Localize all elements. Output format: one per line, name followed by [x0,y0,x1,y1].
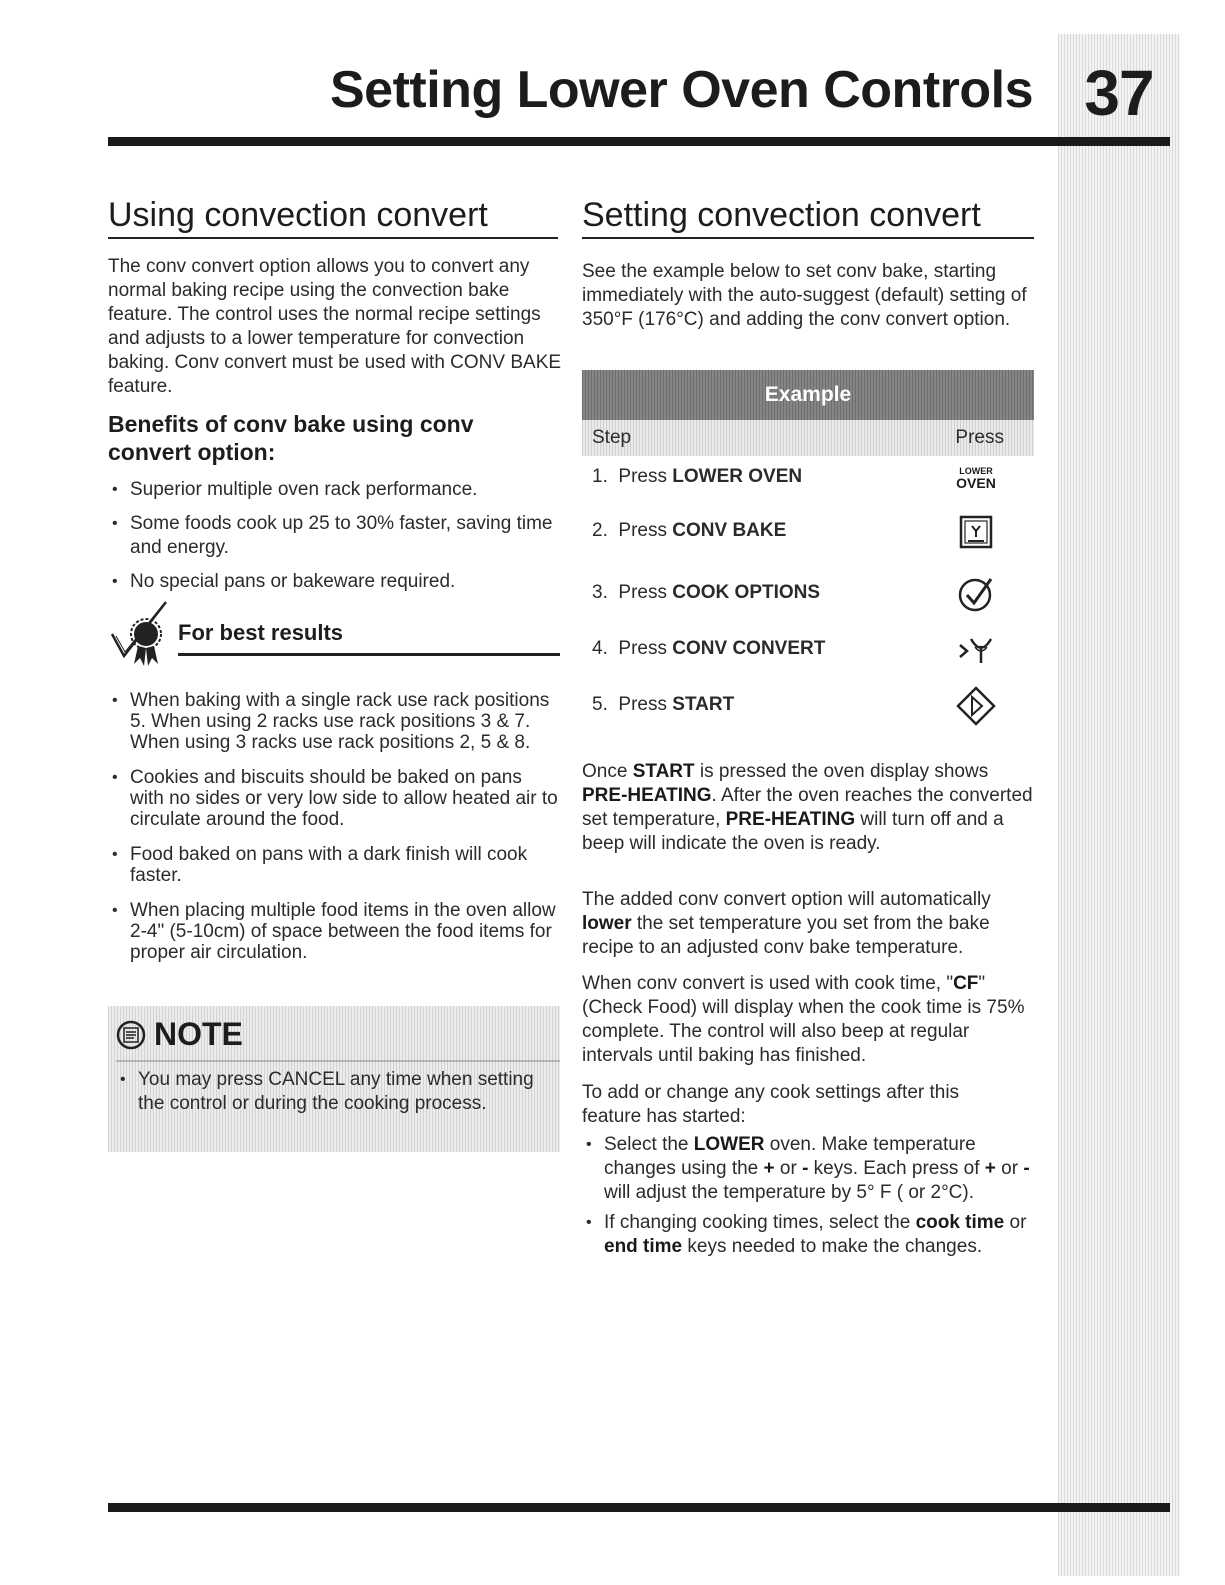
step-prefix: Press [618,582,667,603]
page-number: 37 [1084,57,1154,129]
step-text [592,520,786,542]
note-divider [116,1060,560,1062]
step-prefix: Press [618,694,667,715]
list-item: • If changing cooking times, select the cook time or end time keys needed to make the changes. [582,1211,1034,1259]
page-title: Setting Lower Oven Controls [330,61,1033,119]
list-item: • When baking with a single rack use rack positions 5. When using 2 racks use rack positions 3 & 7. When using 3 racks use rack positions 2, 5 & 8. [108,690,560,753]
step-number: 1. [592,466,608,487]
best-results-label: For best results [178,620,344,645]
step-action: COOK OPTIONS [672,582,821,603]
start-key-icon [954,686,998,726]
note-list [116,1068,536,1126]
step-prefix: Press [618,520,667,541]
example-step-row [582,630,1034,670]
right-section-heading: Setting convection convert [582,196,1034,239]
conv-bake-key-icon [954,512,998,552]
change-settings-paragraph: To add or change any cook settings after this feature has started: [582,1082,960,1127]
example-table-header [582,370,1034,456]
note-icon [116,1020,146,1050]
step-action: CONV BAKE [672,520,787,541]
note-box [108,1006,560,1152]
column-header-step: Step [592,427,632,448]
list-item: • Some foods cook up 25 to 30% faster, saving time and energy. [108,512,558,560]
step-prefix: Press [618,466,667,487]
left-intro-paragraph: The conv convert option allows you to convert any normal baking recipe using the convection bake feature. The control uses the normal recipe settings and adjusts to a lower temperature for convection baking. Conv convert must be used with CONV BAKE feature. [108,256,562,397]
benefits-heading: Benefits of conv bake using conv convert option: [108,411,474,465]
footer-rule [108,1503,1170,1512]
step-action: CONV CONVERT [672,638,826,659]
cook-options-key-icon [954,574,998,614]
tips-list [108,690,560,977]
example-step-row [582,574,1034,614]
benefits-list [108,478,558,604]
example-title: Example [582,370,1034,420]
step-text [592,694,734,716]
left-section-heading: Using convection convert [108,196,558,239]
step-action: LOWER OVEN [672,466,803,487]
key-label-big: OVEN [956,474,996,491]
change-settings-list [582,1133,1034,1265]
note-header [116,1016,243,1053]
step-text [592,466,802,488]
right-intro-paragraph: See the example below to set conv bake, starting immediately with the auto-suggest (default) setting of 350°F (176°C) and adding the conv convert option. [582,261,1027,330]
column-header-press: Press [955,427,1004,448]
step-text [592,582,820,604]
start-explanation-paragraph: Once START is pressed the oven display shows PRE-HEATING. After the oven reaches the converted set temperature, PRE-HEATING will turn off and a beep will indicate the oven is ready. [582,761,1033,854]
side-tab-strip [1058,34,1180,1576]
list-item: • When placing multiple food items in the oven allow 2-4" (5-10cm) of space between the food items for proper air circulation. [108,900,560,963]
step-prefix: Press [618,638,667,659]
check-food-paragraph: When conv convert is used with cook time, "CF" (Check Food) will display when the cook time is 75% complete. The control will also beep at regular intervals until baking has finished. [582,973,1025,1066]
list-item: • Food baked on pans with a dark finish will cook faster. [108,844,560,886]
conv-convert-key-icon [954,630,998,670]
step-number: 2. [592,520,608,541]
list-item: • Select the LOWER oven. Make temperature changes using the + or - keys. Each press of + or - will adjust the temperature by 5° F ( or 2°C). [582,1133,1034,1205]
example-step-row [582,458,1034,498]
header-rule [108,137,1170,146]
example-column-headers [582,420,1034,456]
list-item: • Cookies and biscuits should be baked on pans with no sides or very low side to allow heated air to circulate around the food. [108,767,560,830]
note-title: NOTE [154,1016,243,1052]
step-text [592,638,825,660]
example-step-row [582,686,1034,726]
list-item: • No special pans or bakeware required. [108,570,558,594]
lower-oven-key-icon [954,458,998,498]
step-number: 5. [592,694,608,715]
list-item: • Superior multiple oven rack performance. [108,478,558,502]
best-results-rule [178,653,560,656]
key-label-small: LOWER [959,465,993,476]
award-ribbon-icon [108,596,174,668]
step-number: 3. [592,582,608,603]
added-conv-paragraph: The added conv convert option will automatically lower the set temperature you set from the bake recipe to an adjusted conv bake temperature. [582,889,991,958]
step-action: START [672,694,735,715]
best-results-banner [108,596,560,666]
step-number: 4. [592,638,608,659]
note-text: • You may press CANCEL any time when setting the control or during the cooking process. [116,1068,536,1116]
example-step-row [582,512,1034,552]
